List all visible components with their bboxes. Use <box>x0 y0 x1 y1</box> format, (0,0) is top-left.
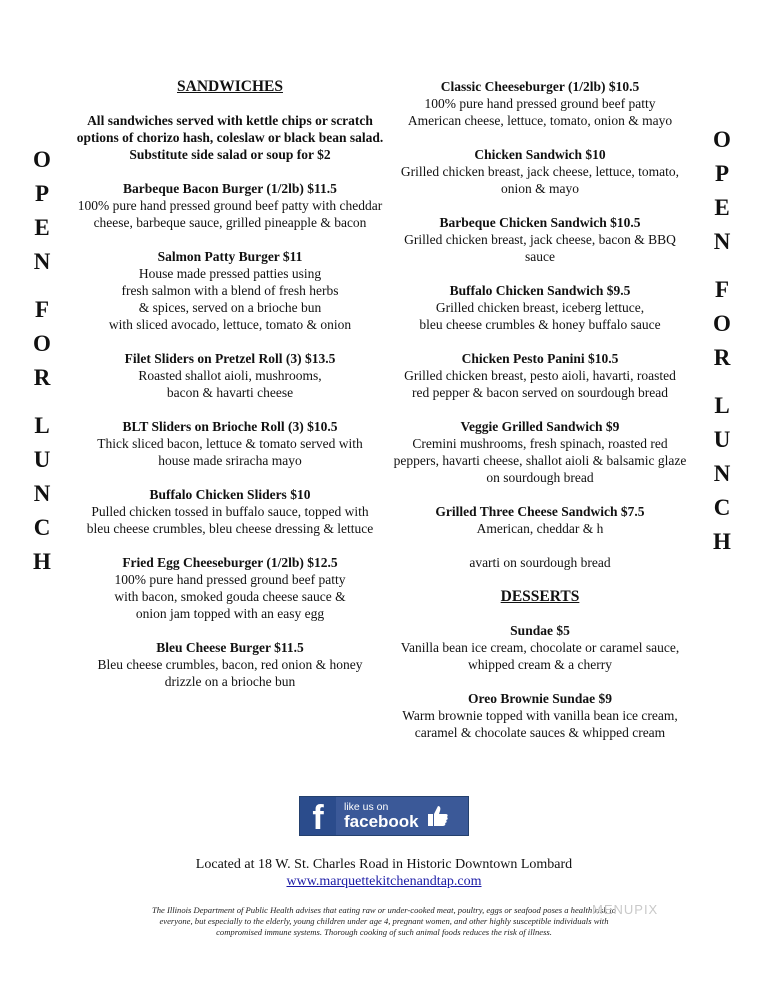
location-block <box>0 856 768 890</box>
thumbs-up-icon <box>425 803 451 829</box>
menu-item <box>72 486 388 537</box>
menu-item-title: Buffalo Chicken Sliders $10 <box>149 487 311 502</box>
menu-item-title: Barbeque Chicken Sandwich $10.5 <box>439 215 641 230</box>
letter-gap <box>27 279 57 293</box>
vertical-letter: E <box>34 215 50 240</box>
letter-gap <box>27 395 57 409</box>
menu-item-description: Grilled chicken breast, jack cheese, lettuce, tomato, onion & mayo <box>400 164 680 196</box>
menu-item <box>385 282 695 333</box>
vertical-letter: L <box>714 393 730 418</box>
menu-item-description: Grilled chicken breast, jack cheese, bacon & BBQ sauce <box>404 232 676 264</box>
facebook-f-icon: f <box>300 797 336 835</box>
vertical-letter: O <box>713 311 731 336</box>
menu-item-description: Grilled chicken breast, iceberg lettuce, bleu cheese crumbles & honey buffalo sauce <box>419 300 661 332</box>
vertical-letter: U <box>33 447 51 472</box>
vertical-letter: O <box>33 331 51 356</box>
menu-item <box>385 214 695 265</box>
vertical-letter: N <box>713 229 731 254</box>
right-sandwich-list <box>385 78 695 537</box>
vertical-letter: H <box>713 529 731 554</box>
menu-item-description: House made pressed patties using fresh salmon with a blend of fresh herbs & spices, served on a brioche bun with sliced avocado, lettuce, tomato & onion <box>108 266 352 332</box>
menu-item-description: Cremini mushrooms, fresh spinach, roasted red peppers, havarti cheese, shallot aioli & balsamic glaze on sourdough bread <box>393 436 687 485</box>
menu-item-description: Roasted shallot aioli, mushrooms, bacon & havarti cheese <box>138 368 322 400</box>
letter-gap <box>707 375 737 389</box>
sandwich-list <box>72 180 388 690</box>
menu-item-title: Classic Cheeseburger (1/2lb) $10.5 <box>440 79 640 94</box>
menu-item-title: Veggie Grilled Sandwich $9 <box>460 419 620 434</box>
vertical-letter: N <box>713 461 731 486</box>
menu-item-description: Vanilla bean ice cream, chocolate or caramel sauce, whipped cream & a cherry <box>400 640 680 672</box>
sandwiches-column <box>72 78 388 707</box>
facebook-text <box>344 802 419 831</box>
menu-item <box>72 180 388 231</box>
vertical-letter: N <box>33 481 51 506</box>
vertical-letter: C <box>33 515 51 540</box>
menu-item <box>72 418 388 469</box>
vertical-letter: R <box>33 365 51 390</box>
menu-item-title: Sundae $5 <box>510 623 570 638</box>
vertical-letter: P <box>714 161 730 186</box>
vertical-letter: P <box>34 181 50 206</box>
menu-item <box>72 554 388 622</box>
vertical-letter: F <box>714 277 730 302</box>
menu-item-title: Oreo Brownie Sundae $9 <box>468 691 612 706</box>
menu-item <box>385 622 695 673</box>
continuation-text: avarti on sourdough bread <box>469 555 611 570</box>
right-column <box>385 78 695 758</box>
sandwiches-intro: All sandwiches served with kettle chips or scratch options of chorizo hash, coleslaw or black bean salad. Substitute side salad or soup for $2 <box>76 113 384 162</box>
menu-item-description: 100% pure hand pressed ground beef patty with bacon, smoked gouda cheese sauce & onion jam topped with an easy egg <box>114 572 346 621</box>
vertical-letter: C <box>713 495 731 520</box>
menu-item <box>385 418 695 486</box>
open-for-lunch-left <box>27 143 57 579</box>
sandwiches-heading: SANDWICHES <box>177 78 283 95</box>
menu-item-title: Barbeque Bacon Burger (1/2lb) $11.5 <box>123 181 337 196</box>
menu-item-title: Grilled Three Cheese Sandwich $7.5 <box>435 504 645 519</box>
menu-item <box>385 690 695 741</box>
open-for-lunch-right <box>707 123 737 559</box>
menu-item-description: American, cheddar & h <box>476 521 604 536</box>
menu-item-title: Buffalo Chicken Sandwich $9.5 <box>449 283 631 298</box>
vertical-letter: E <box>714 195 730 220</box>
menu-item-description: 100% pure hand pressed ground beef patty American cheese, lettuce, tomato, onion & mayo <box>407 96 673 128</box>
watermark: MENUPIX <box>592 902 659 917</box>
menu-item <box>385 350 695 401</box>
menu-item <box>72 350 388 401</box>
menu-item-title: Bleu Cheese Burger $11.5 <box>156 640 304 655</box>
vertical-letter: L <box>34 413 50 438</box>
facebook-like-button[interactable] <box>299 796 469 836</box>
menu-item-title: Chicken Pesto Panini $10.5 <box>461 351 619 366</box>
menu-item <box>385 146 695 197</box>
desserts-heading: DESSERTS <box>500 588 580 605</box>
menu-item <box>385 78 695 129</box>
menu-item <box>72 639 388 690</box>
location-text: Located at 18 W. St. Charles Road in Historic Downtown Lombard <box>195 857 573 872</box>
dessert-list <box>385 622 695 741</box>
menu-item-title: Fried Egg Cheeseburger (1/2lb) $12.5 <box>122 555 338 570</box>
vertical-letter: O <box>33 147 51 172</box>
vertical-letter: O <box>713 127 731 152</box>
menu-item-description: Grilled chicken breast, pesto aioli, havarti, roasted red pepper & bacon served on sourdough bread <box>404 368 676 400</box>
vertical-letter: N <box>33 249 51 274</box>
menu-item-description: Warm brownie topped with vanilla bean ice cream, caramel & chocolate sauces & whipped cream <box>402 708 678 740</box>
menu-item-title: Salmon Patty Burger $11 <box>157 249 303 264</box>
website-link[interactable]: www.marquettekitchenandtap.com <box>286 874 482 889</box>
vertical-letter: H <box>33 549 51 574</box>
vertical-letter: R <box>713 345 731 370</box>
menu-item-description: Bleu cheese crumbles, bacon, red onion & honey drizzle on a brioche bun <box>97 657 363 689</box>
menu-item-description: Pulled chicken tossed in buffalo sauce, topped with bleu cheese crumbles, bleu cheese dressing & lettuce <box>86 504 374 536</box>
facebook-brand-label: facebook <box>344 812 419 832</box>
vertical-letter: F <box>34 297 50 322</box>
menu-item-description: Thick sliced bacon, lettuce & tomato served with house made sriracha mayo <box>97 436 363 468</box>
letter-gap <box>707 259 737 273</box>
menu-item-description: 100% pure hand pressed ground beef patty with cheddar cheese, barbeque sauce, grilled pineapple & bacon <box>77 198 383 230</box>
menu-item <box>385 503 695 537</box>
health-disclaimer: The Illinois Department of Public Health advises that eating raw or under-cooked meat, poultry, eggs or seafood poses a health risk to everyone, but especially to the elderly, young children under age 4, pregnant women, and other highly susceptible individuals with compromised immune systems. Thorough cooking of such animal foods reduces the risk of illness. <box>151 905 617 937</box>
vertical-letter: U <box>713 427 731 452</box>
menu-item-title: Chicken Sandwich $10 <box>474 147 606 162</box>
like-us-on-label: like us on <box>344 800 389 813</box>
menu-item-title: Filet Sliders on Pretzel Roll (3) $13.5 <box>124 351 336 366</box>
menu-item <box>72 248 388 333</box>
menu-item-title: BLT Sliders on Brioche Roll (3) $10.5 <box>122 419 338 434</box>
